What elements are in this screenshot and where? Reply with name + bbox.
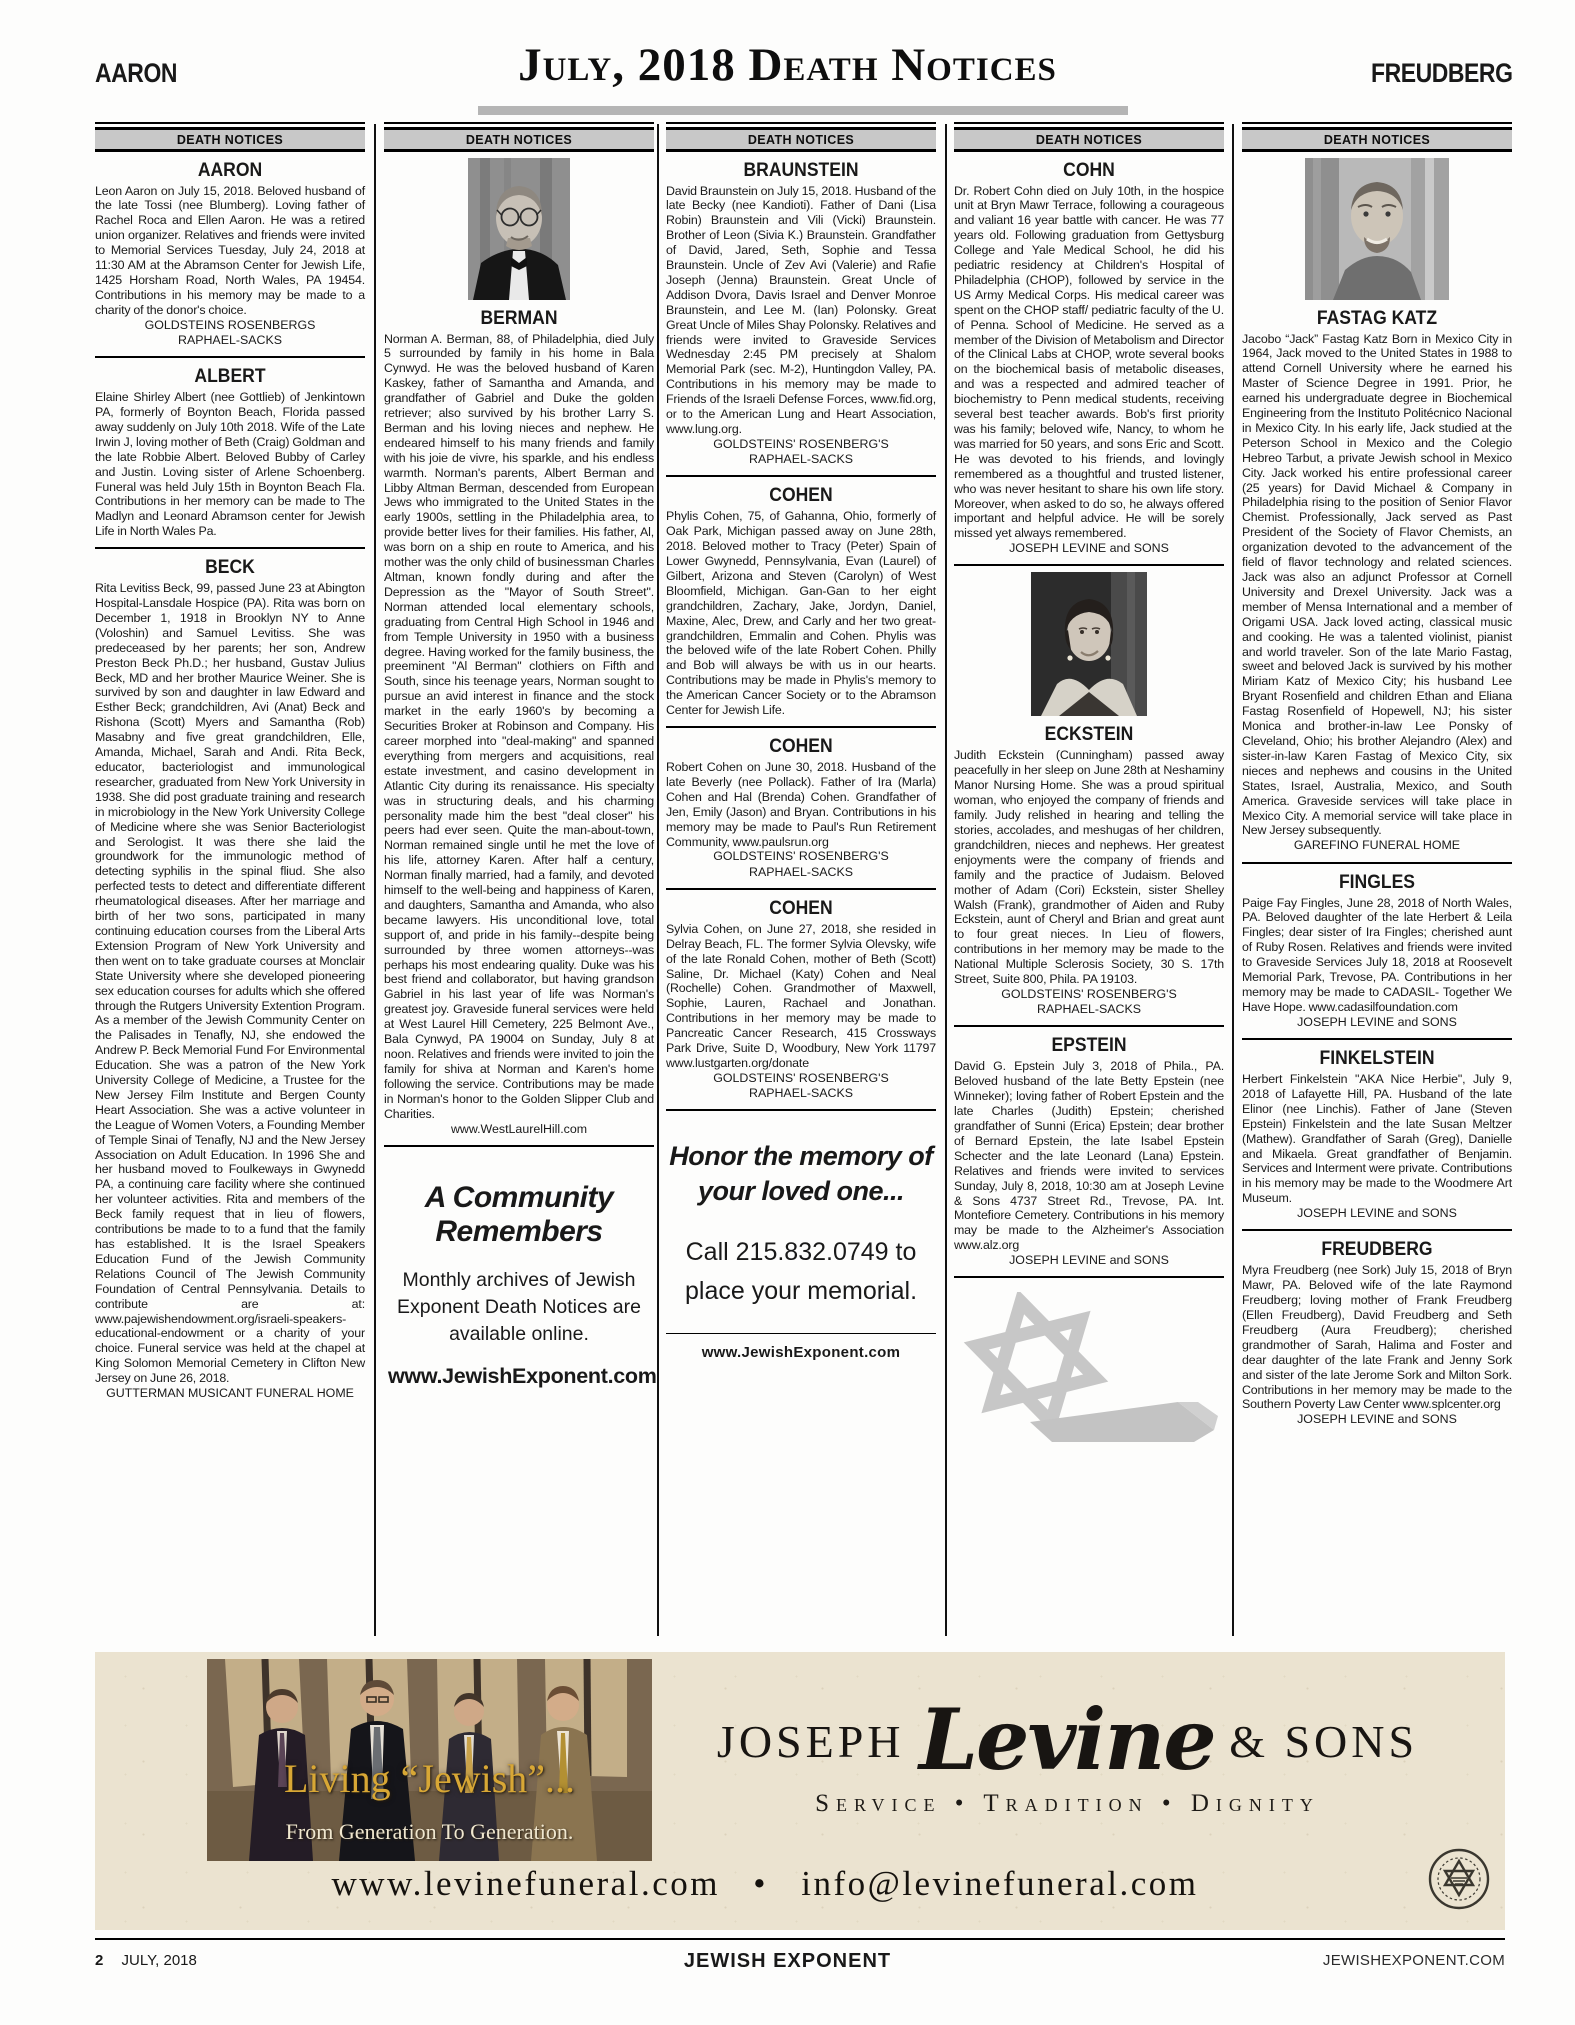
publication-website[interactable]: JEWISHEXPONENT.COM <box>1322 1952 1505 1969</box>
notice-surname: ECKSTEIN <box>1044 723 1134 746</box>
notice-body: David Braunstein on July 15, 2018. Husband of the late Becky (nee Kandioti). Father of Dani (Lisa Robin) Braunstein and Vili (Vicki) Braunstein. Brother of Leon (Sivia K.) Braunstein. Grandfather of David, Jared, Seth, Sophie and Tessa Braunstein. Uncle of Zev Avi (Valerie) and Rafie Joseph (Jenna) Braunstein. Great Uncle of Addison Dvora, Davis Israel and Denver Monroe Braunstein, and Lee M. (Ian) Polonsky. Great Great Uncle of Miles Shay Polonsky. Relatives and friends were invited to Graveside Services Wednesday 2:45 PM precisely at Shalom Memorial Park (sec. M-2), Huntingdon Valley, PA. Contributions in his memory may be made to Friends of the Israeli Defense Forces, www.fid.org, or to the American Lung and Heart Association, www.lung.org. <box>666 183 936 436</box>
funeral-home-signature: GOLDSTEINS ROSENBERGS <box>144 317 316 332</box>
section-header <box>1242 122 1512 152</box>
section-header <box>666 122 936 152</box>
notice-body: Norman A. Berman, 88, of Philadelphia, died July 5 surrounded by family in his home in Bala Cynwyd. He was the beloved husband of Karen Kaskey, father of Samantha and Amanda, and grandfather of Gabriel and Duke the golden retriever; also survived by his brother Larry S. Berman and his loving nieces and nephew. He endeared himself to his many friends and family with his joie de vivre, his sparkle, and his endless warmth. Norman's parents, Albert Berman and Libby Altman Berman, descended from European Jews who immigrated to the United States in the early 1900s, settling in the Philadelphia area, to provide better lives for their families. His father, Al, was born on a ship en route to America, and his mother was the only child of businessman Charles Altman, known fondly during and after the Depression as the "Mayor of South Street". Norman attended local elementary schools, graduating from Central High School in 1946 and from Temple University in 1950 with a business degree. Having worked for the family business, the preeminent "Al Berman" clothiers on Fifth and South, since his teenage years, Norman sought to pursue an avid interest in finance and the stock market in the early 1960's by becoming a Securities Broker at Robinson and Company. His career morphed into "deal-making" and spanned everything from mergers and acquisitions, real estate investment, and casino development in Atlantic City during its renaissance. His specialty was in structuring deals, and his charming personality made him the best "deal closer" his peers had ever seen. Quite the man-about-town, Norman remained single until he met the love of his life, attorney Karen. After half a century, Norman finally married, had a family, and devoted himself to the well-being and happiness of Karen, and daughters, Samantha and Amanda, who also became lawyers. His unconditional love, total support of, and pride in his family--despite being surrounded by three women attorneys--was perhaps his most endearing quality. Duke was his best friend and collaborator, but having grandson Gabriel in his last year of life was Norman's greatest joy. Graveside funeral services were held at West Laurel Hill Cemetery, 225 Belmont Ave., Bala Cynwyd, PA 19004 on Sunday, July 8 at noon. Relatives and friends were invited to join the family for shiva at Norman and Karen's home following the service. Contributions may be made in Norman's honor to the Golden Slipper Club and Charities. <box>384 331 654 1121</box>
honor-memory-ad <box>666 1115 936 1361</box>
title-underline-bar <box>478 106 1128 115</box>
notice-cohen-sylvia <box>666 897 936 1101</box>
header-first-surname: AARON <box>95 58 178 88</box>
notice-divider <box>95 547 365 549</box>
notice-divider <box>666 1109 936 1111</box>
funeral-home-signature: GOLDSTEINS' ROSENBERG'S <box>1001 986 1177 1001</box>
notice-body: Judith Eckstein (Cunningham) passed away peacefully in her sleep on June 28th at Neshaminy Manor Nursing Home. She was a proud spiritual woman, who enjoyed the company of friends and family. Judy relished in hearing and telling the stories, accolades, and meshugas of her children, grandchildren, nieces and nephews. Her greatest enjoyments were the company of friends and family and the practice of Judaism. Beloved mother of Adam (Cori) Eckstein, sister Shelley Walsh (Frank), grandmother of Aiden and Ruby Eckstein, aunt of Cheryl and Brian and great aunt to four great nieces. In Lieu of flowers, contributions in her memory may be made to the National Multiple Sclerosis Society, 30 S. 17th Street, Suite 800, Phila. PA 19103. <box>954 748 1224 987</box>
notice-surname: COHEN <box>769 735 833 757</box>
notice-body: Robert Cohen on June 30, 2018. Husband of the late Beverly (nee Pollack). Father of Ira (Marla) Cohen and Hal (Brenda) Cohen. Grandfather of Jen, Emily (Jason) and Bryan. Contributions in his memory may be made to Paul's Run Retirement Community, www.paulsrun.org <box>666 760 936 849</box>
ad-photo-subheadline: From Generation To Generation. <box>285 1819 574 1844</box>
logo-word-levine: Levine <box>918 1690 1215 1789</box>
funeral-home-signature: RAPHAEL-SACKS <box>178 332 282 347</box>
jewish-funeral-directors-seal-icon <box>1427 1847 1491 1916</box>
issue-date: JULY, 2018 <box>121 1952 197 1969</box>
logo-word-joseph: JOSEPH <box>716 1716 905 1767</box>
notice-surname: FREUDBERG <box>1321 1238 1433 1261</box>
header-last-surname: FREUDBERG <box>1371 58 1513 88</box>
column-5 <box>1242 122 1512 1428</box>
notice-albert <box>95 365 365 539</box>
funeral-home-signature: GUTTERMAN MUSICANT FUNERAL HOME <box>106 1386 354 1401</box>
notice-url[interactable]: www.WestLaurelHill.com <box>450 1121 588 1136</box>
notice-surname: COHN <box>1063 158 1115 181</box>
funeral-home-signature: RAPHAEL-SACKS <box>1037 1002 1141 1017</box>
notice-body: Paige Fay Fingles, June 28, 2018 of North Wales, PA. Beloved daughter of the late Herbert & Leila Fingles; dear sister of Ira Fingles; cherished aunt of Ruby Rosen. Relatives and friends were invited to Graveside Services July 18, 2018 at Roosevelt Memorial Park, Trevose, PA. Contributions in her memory may be made to CADASIL- Together We Have Hope. www.cadasilfoundation.com <box>1242 895 1512 1014</box>
notice-divider <box>954 1025 1224 1027</box>
funeral-home-signature: JOSEPH LEVINE and SONS <box>1009 541 1169 556</box>
notice-fastag-katz <box>1242 158 1512 854</box>
ad-url[interactable]: www.JewishExponent.com <box>701 1344 901 1362</box>
column-divider <box>1232 124 1234 1636</box>
section-header <box>954 122 1224 152</box>
notice-body: Sylvia Cohen, on June 27, 2018, she resided in Delray Beach, FL. The former Sylvia Olevsky, wife of the late Ronald Cohen, mother of Beth (Scott) Saline, Dr. Michael (Katy) Cohen and Neal (Rochelle) Cohen. Grandmother of Maxwell, Sophie, Lauren, Rachael and Jonathan. Contributions in her memory may be made to Pancreatic Cancer Research, 415 Crossways Park Drive, Suite D, Woodbury, New York 11797 www.lustgarten.org/donate <box>666 921 936 1070</box>
funeral-home-signature: RAPHAEL-SACKS <box>749 452 853 467</box>
ad-divider <box>666 1333 936 1334</box>
funeral-home-signature: RAPHAEL-SACKS <box>749 1086 853 1101</box>
berman-portrait-photo <box>384 158 654 300</box>
section-header-label: DEATH NOTICES <box>666 127 936 152</box>
page-title: July, 2018 Death Notices <box>518 39 1057 91</box>
notice-body: David G. Epstein July 3, 2018 of Phila., PA. Beloved husband of the late Betty Epstein (nee Winneker); loving father of Robert Epstein and the late Charles (Judith) Epstein; cherished grandfather of Sunni (Erica) Epstein; dear brother of Bernard Epstein, the late Isabel Epstein Schecter and the late Leonard (Lana) Epstein. Relatives and friends were invited to services Sunday, July 8, 2018, 10:30 am at Joseph Levine & Sons 4737 Street Rd., Trevose, PA. Int. Montefiore Cemetery. Contributions in his memory may be made to the Alzheimer's Association www.alz.org <box>954 1059 1224 1253</box>
section-header <box>384 122 654 152</box>
notice-body: Jacobo “Jack” Fastag Katz Born in Mexico City in 1964, Jack moved to the United States in 1988 to attend Cornell University where he earned his Master of Science Degree in 1991. Prior, he earned his undergraduate degree in Biochemical Engineering from the Instituto Politécnico Nacional in Mexico City. In his early life, Jack studied at the Peterson School in Mexico and the Colegio Hebreo Tarbut, a private Jewish school in Mexico City. Jack worked his entire professional career (25 years) for David Michael & Company in Philadelphia rising to the position of Senior Flavor Chemist. Professionally, Jack served as Past President of the Society of Flavor Chemists, an organization devoted to the advancement of the field of flavor technology and related sciences. Jack was also an adjunct Professor at Cornell University and Drexel University. Jack was a member of Mensa International and a member of Origami USA. Jack loved acting, classical music and cooking. He was a talented violinist, pianist and world traveler. Son of the late Mario Fastag, sweet and beloved Jack is survived by his mother Miriam Katz of Mexico City; his husband Lee Bryant Rosenfield and children Ethan and Eliana Fastag Rosenfield of Hopewell, NJ; his sister Monica and brother-in-law Lee Ponsky of Cleveland, Ohio; his brother Alejandro (Alex) and sister-in-law Karen Fastag of Mexico City, six nieces and nephews and cousins in the United States, Israel, Australia, Mexico, and South America. Graveside services will take place in Mexico City. A memorial service will take place in New Jersey subsequently. <box>1242 331 1512 838</box>
funeral-home-signature: GOLDSTEINS' ROSENBERG'S <box>713 849 889 864</box>
notice-body: Myra Freudberg (nee Sork) July 15, 2018 of Bryn Mawr, PA. Beloved wife of the late Raymond Freudberg; loving mother of Frank Freudberg (Ellen Freudberg), David Freudberg and Seth Freudberg (Aura Freudberg); cherished grandmother of Sarah, Halima and Foster and dear daughter of the late Frank and Jenny Sork and sister of the late Jerome Sork and Milton Sork. Contributions in her memory may be made to the Southern Poverty Law Center www.splcenter.org <box>1242 1263 1512 1412</box>
notice-surname: BRAUNSTEIN <box>743 158 859 181</box>
notice-surname: FINKELSTEIN <box>1319 1046 1435 1069</box>
notice-surname: COHEN <box>769 896 833 919</box>
death-notices-columns <box>95 122 1513 1638</box>
ad-separator-bullet: • <box>753 1864 768 1903</box>
ad-body: Call 215.832.0749 to place your memorial. <box>684 1238 918 1306</box>
notice-body: Rita Levitiss Beck, 99, passed June 23 at Abington Hospital-Lansdale Hospice (PA). Rita was born on December 1, 1918 in Brooklyn NY to Anne (Voloshin) and Samuel Levitiss. She was predeceased by her parents; her son, Andrew Preston Beck Ph.D.; her husband, Gustav Julius Beck, MD and her brother Maurice Weiner. She is survived by son and daughter in law Edward and Esther Beck; grandchildren, Avi (Anat) Beck and Rishona (Scott) Myers and Samantha (Rob) Masabny and five great grandchildren, Elle, Amanda, Michael, Sarah and Andi. Rita Beck, educator, bacteriologist and immunological researcher, graduated from New York University in 1938. She did post graduate training and research in microbiology in the New York University College of Medicine where she was Senior Bacteriologist and Serologist. It was there she laid the groundwork for the immunologic method of detecting syphilis in the spinal fliud. She also perfected tests to detect and differentiate different rheumatological diseases. After her marriage and birth of her two sons, participated in many continuing education courses from the Liberal Arts Extension Program of New York University and then went on to take graduate courses at Monclair State University where she developed pioneering sex education courses for adults which she offered through the Rutgers University Extention Program. As a member of the Jewish Community Center on the Palisades in Tenafly, NJ, she endowed the Andrew P. Beck Memorial Fund For Environmental Education. She was a patron of the New York University College of Medicine, a Trustee for the New Jersey Film Institute and Bergen County Heart Association. She was a active volunteer in the League of Women Voters, a Founding Member of Temple Sinai of Tenafly, NJ and the New Jersey Association on Adult Education. In 1996 She and her husband moved to Foulkeways in Gwynedd PA, a continuing care facility where she continued her volunteer activities. Rita and members of the Beck family request that in lieu of flowers, contributions be made to to a fund that the family has established. It is the Israel Speakers Education Fund of the Jewish Community Relations Council of The Jewish Community Foundation of Central Pennsylvania. Details to contribute are at: www.pajewishendowment.org/israeli-speakers-educational-endowment or a charity of your choice. Funeral service was held at the chapel at King Solomon Memorial Cemetery in Clifton New Jersey on June 26, 2018. <box>95 581 365 1386</box>
notice-divider <box>954 1276 1224 1278</box>
section-header <box>95 122 365 152</box>
notice-surname: FINGLES <box>1338 870 1416 893</box>
notice-berman <box>384 158 654 1137</box>
notice-divider <box>666 475 936 477</box>
column-3 <box>666 122 936 1361</box>
generations-group-photo <box>207 1659 652 1861</box>
section-header-label: DEATH NOTICES <box>384 127 654 152</box>
community-remembers-ad <box>384 1151 657 1389</box>
notice-surname: COHEN <box>769 484 833 507</box>
notice-cohen-phylis <box>666 484 936 718</box>
notice-body: Elaine Shirley Albert (nee Gottlieb) of Jenkintown PA, formerly of Boynton Beach, Florida passed away suddenly on July 10th 2018. Wife of the Late Irwin J, loving mother of Beth (Craig) Goldman and the late Robbie Albert. Beloved Bubby of Carley and Justin. Loving sister of Arlene Schoenberg. Funeral was held July 15th in Boynton Beach Fla. Contributions in her memory can be made to The Madlyn and Leonard Abramson center for Jewish Life in North Wales Pa. <box>95 390 365 539</box>
notice-epstein <box>954 1034 1224 1268</box>
notice-aaron <box>95 159 365 349</box>
column-2 <box>384 122 657 1389</box>
notice-surname: AARON <box>197 158 263 181</box>
funeral-home-signature: JOSEPH LEVINE and SONS <box>1297 1206 1457 1221</box>
ad-photo-headline: Living “Jewish”... <box>283 1756 576 1801</box>
notice-cohn <box>954 159 1224 557</box>
funeral-home-signature: JOSEPH LEVINE and SONS <box>1297 1412 1457 1427</box>
notice-fingles <box>1242 871 1512 1030</box>
funeral-home-signature: GOLDSTEINS' ROSENBERG'S <box>713 436 889 451</box>
notice-divider <box>384 1145 654 1147</box>
notice-surname: ALBERT <box>194 365 266 388</box>
logo-word-sons: & SONS <box>1229 1716 1419 1767</box>
notice-divider <box>1242 1038 1512 1040</box>
ad-tagline: Service • Tradition • Dignity <box>815 1790 1320 1817</box>
footer-rule <box>95 1938 1505 1940</box>
notice-braunstein <box>666 159 936 468</box>
fastag-katz-portrait-photo <box>1242 158 1512 300</box>
notice-divider <box>666 726 936 728</box>
column-divider <box>374 124 376 1636</box>
star-of-david-graphic <box>956 1292 1224 1449</box>
notice-divider <box>666 888 936 890</box>
notice-divider <box>1242 1229 1512 1231</box>
levine-funeral-home-ad <box>95 1652 1505 1930</box>
notice-finkelstein <box>1242 1047 1512 1221</box>
page-number: 2 <box>95 1952 104 1969</box>
section-header-label: DEATH NOTICES <box>95 127 365 152</box>
notice-surname: FASTAG KATZ <box>1316 306 1438 329</box>
column-divider <box>657 124 659 1636</box>
notice-freudberg <box>1242 1238 1512 1427</box>
notice-cohen-robert <box>666 735 936 880</box>
funeral-home-signature: GOLDSTEINS' ROSENBERG'S <box>713 1070 889 1085</box>
notice-body: Phylis Cohen, 75, of Gahanna, Ohio, formerly of Oak Park, Michigan passed away on June 28th, 2018. Beloved mother to Tracy (Peter) Spain of Lower Gwynedd, Pennsylvania, Evan (Laurel) of Gilbert, Arizona and Steven (Carolyn) of West Bloomfield, Michigan. Gan-Gan to her eight grandchildren, Zachary, Jake, Jordyn, Daniel, Maxine, Alec, Drew, and Carly and her two great-grandchildren, Emmalin and Cohen. Phylis was the beloved wife of the late Robert Cohen. Philly and Bob will always be with us in our hearts. Contributions may be made in Phylis's memory to the American Cancer Society or to the Abramson Center for Jewish Life. <box>666 509 936 718</box>
section-header-label: DEATH NOTICES <box>954 127 1224 152</box>
ad-title: A Community Remembers <box>424 1180 614 1248</box>
column-divider <box>945 124 947 1636</box>
ad-website-link[interactable]: www.levinefuneral.com <box>331 1864 720 1903</box>
funeral-home-logo <box>670 1678 1465 1789</box>
funeral-home-signature: GAREFINO FUNERAL HOME <box>1293 838 1461 853</box>
publication-name: JEWISH EXPONENT <box>683 1950 892 1972</box>
notice-body: Leon Aaron on July 15, 2018. Beloved husband of the late Tossi (nee Blumberg). Loving father of Rachel Roca and Ellen Aaron. He was a retired union organizer. Relatives and friends were invited to Memorial Services Tuesday, July 24, 2018 at 11:30 AM at the Abramson Center for Jewish Life, 1425 Horsham Road, North Wales, PA 19454. Contributions in his memory may be made to a charity of the donor's choice. <box>95 183 365 317</box>
notice-body: Herbert Finkelstein "AKA Nice Herbie", July 9, 2018 of Lafayette Hill, PA. Husband of the late Elinor (nee Linchis). Father of Jane (Steven Epstein) Finkelstein and the late Susan Meltzer (Mathew). Grandfather of Sarah (Greg), Danielle and Mikaela. Great grandfather of Benjamin. Services and Interment were private. Contributions in his memory may be made to the Woodmere Art Museum. <box>1242 1071 1512 1206</box>
funeral-home-signature: JOSEPH LEVINE and SONS <box>1009 1253 1169 1268</box>
notice-surname: EPSTEIN <box>1051 1034 1127 1057</box>
column-1 <box>95 122 365 1401</box>
notice-beck <box>95 556 365 1401</box>
notice-surname: BERMAN <box>480 306 558 329</box>
notice-surname: BECK <box>205 556 255 579</box>
funeral-home-signature: JOSEPH LEVINE and SONS <box>1297 1014 1457 1029</box>
notice-divider <box>954 564 1224 566</box>
ad-title: Honor the memory of your loved one... <box>669 1141 933 1207</box>
ad-email-link[interactable]: info@levinefuneral.com <box>801 1864 1199 1903</box>
notice-divider <box>95 356 365 358</box>
eckstein-portrait-photo <box>954 572 1224 716</box>
notice-eckstein <box>954 572 1224 1017</box>
notice-body: Dr. Robert Cohn died on July 10th, in the hospice unit at Bryn Mawr Terrace, following a courageous and valiant 16 year battle with cancer. He was 77 years old. Following graduation from Gettysburg College and Yale Medical School, he did his pediatric residency at Children's Hospital of Philadelphia (CHOP), followed by service in the US Army Medical Corps. His medical career was spent on the CHOP staff/ pediatric faculty of the U. of Penna. School of Medicine. He served as a member of the Division of Metabolism and Director of the Clinical Labs at CHOP, wrote several books on the biochemical basis of metabolic diseases, and was a respected and admired teacher of biochemistry to Penn medical students, receiving several best teacher awards. Bob's first priority was his family; beloved wife, Nancy, to whom he was married for 50 years, and sons Eric and Scott. He was devoted to his friends, and lovingly remembered as a thoughtful and trusted listener, who was never hesitant to share his own life story. Moreover, when asked to do so, he always offered important and helpful advice. He will be sorely missed yet always remembered. <box>954 183 1224 541</box>
ad-contact-line <box>105 1864 1425 1904</box>
ad-body: Monthly archives of Jewish Exponent Death Notices are available online. <box>397 1268 641 1345</box>
funeral-home-signature: RAPHAEL-SACKS <box>749 864 853 879</box>
ad-url[interactable]: www.JewishExponent.com <box>388 1363 657 1388</box>
section-header-label: DEATH NOTICES <box>1242 127 1512 152</box>
notice-divider <box>1242 862 1512 864</box>
column-4 <box>954 122 1224 1449</box>
